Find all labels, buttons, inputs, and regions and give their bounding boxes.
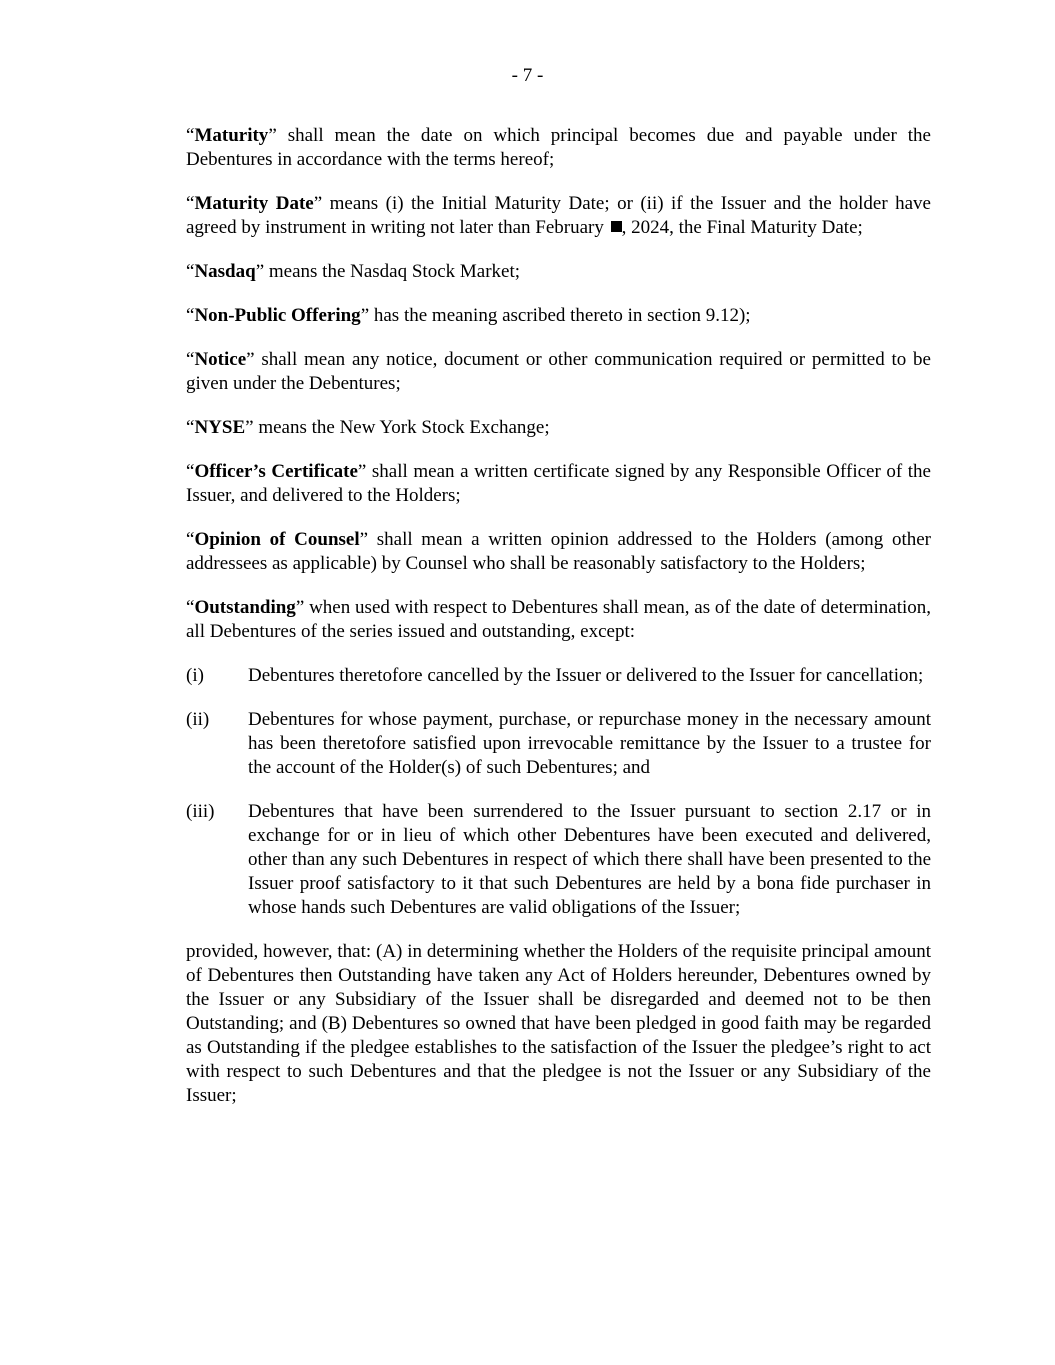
definition-text: , 2024, the Final Maturity Date; bbox=[621, 217, 863, 238]
defined-term: Opinion of Counsel bbox=[194, 529, 360, 550]
page-number: - 7 - bbox=[511, 65, 544, 86]
defined-term: Nasdaq bbox=[194, 261, 256, 282]
document-body bbox=[186, 124, 931, 1108]
open-quote: “ bbox=[186, 529, 195, 550]
list-item-ii bbox=[186, 708, 931, 780]
defined-term: Non-Public Offering bbox=[194, 305, 361, 326]
definition-text: means the Nasdaq Stock Market; bbox=[264, 261, 521, 282]
close-quote: ” bbox=[295, 597, 305, 618]
definition-text: when used with respect to Debentures shall mean, as of the date of determination, all Debentures of the series issued and outstanding, except: bbox=[186, 597, 931, 642]
close-quote: ” bbox=[245, 417, 254, 438]
list-item-text: Debentures that have been surrendered to the Issuer pursuant to section 2.17 or in exchange for or in lieu of which other Debentures have been executed and delivered, other than any such Debentures in respect of which there shall have been presented to the Issuer proof satisfactory to it that such Debentures are held by a bona fide purchaser in whose hands such Debentures are valid obligations of the Issuer; bbox=[248, 801, 931, 918]
defined-term: Officer’s Certificate bbox=[194, 461, 358, 482]
close-quote: ” bbox=[268, 125, 277, 146]
open-quote: “ bbox=[186, 125, 195, 146]
definition-officers-certificate bbox=[186, 460, 931, 508]
open-quote: “ bbox=[186, 305, 195, 326]
list-item-text: Debentures theretofore cancelled by the Issuer or delivered to the Issuer for cancellation; bbox=[248, 665, 924, 686]
defined-term: Notice bbox=[194, 349, 247, 370]
open-quote: “ bbox=[186, 417, 195, 438]
definition-outstanding bbox=[186, 596, 931, 644]
definition-notice bbox=[186, 348, 931, 396]
definition-text: shall mean a written opinion addressed to the Holders (among other addressees as applicable) by Counsel who shall be reasonably satisfactory to the Holders; bbox=[186, 529, 931, 574]
defined-term: Maturity Date bbox=[194, 193, 314, 214]
list-item-i bbox=[186, 664, 931, 688]
redaction-square-icon bbox=[611, 221, 622, 232]
open-quote: “ bbox=[186, 193, 195, 214]
list-item-number: (i) bbox=[186, 665, 204, 686]
close-quote: ” bbox=[359, 529, 369, 550]
proviso-paragraph: provided, however, that: (A) in determining whether the Holders of the requisite principal amount of Debentures then Outstanding have taken any Act of Holders hereunder, Debentures owned by the Issuer or any Subsidiary of the Issuer shall be disregarded and deemed not to be then Outstanding; and (B) Debentures so owned that have been pledged in good faith may be regarded as Outstanding if the pledgee establishes to the satisfaction of the Issuer the pledgee’s right to act with respect to such Debentures and that the pledgee is not the Issuer or any Subsidiary of the Issuer; bbox=[186, 941, 931, 1106]
list-item-number: (iii) bbox=[186, 801, 215, 822]
list-item-text: Debentures for whose payment, purchase, or repurchase money in the necessary amount has been theretofore satisfied upon irrevocable remittance by the Issuer to a trustee for the account of the Holder(s) of such Debentures; and bbox=[248, 709, 931, 778]
close-quote: ” bbox=[357, 461, 367, 482]
defined-term: Maturity bbox=[194, 125, 269, 146]
list-item-iii bbox=[186, 800, 931, 920]
open-quote: “ bbox=[186, 461, 195, 482]
open-quote: “ bbox=[186, 597, 195, 618]
open-quote: “ bbox=[186, 261, 195, 282]
list-item-number: (ii) bbox=[186, 709, 210, 730]
close-quote: ” bbox=[255, 261, 265, 282]
definition-text: means (i) the Initial Maturity Date; or (ii) if the Issuer and the holder have agreed by instrument in writing not later than February bbox=[186, 193, 931, 238]
defined-term: Outstanding bbox=[194, 597, 296, 618]
definition-maturity-date bbox=[186, 192, 931, 240]
definition-text: means the New York Stock Exchange; bbox=[253, 417, 550, 438]
definition-nyse bbox=[186, 416, 931, 440]
defined-term: NYSE bbox=[194, 417, 246, 438]
definition-opinion-of-counsel bbox=[186, 528, 931, 576]
close-quote: ” bbox=[246, 349, 255, 370]
close-quote: ” bbox=[360, 305, 370, 326]
definition-non-public-offering bbox=[186, 304, 931, 328]
open-quote: “ bbox=[186, 349, 195, 370]
definition-text: has the meaning ascribed thereto in section 9.12); bbox=[369, 305, 751, 326]
definition-nasdaq bbox=[186, 260, 931, 284]
definition-text: shall mean the date on which principal becomes due and payable under the Debentures in accordance with the terms hereof; bbox=[186, 125, 931, 170]
definition-text: shall mean a written certificate signed by any Responsible Officer of the Issuer, and delivered to the Holders; bbox=[186, 461, 931, 506]
close-quote: ” bbox=[313, 193, 323, 214]
definition-text: shall mean any notice, document or other communication required or permitted to be given under the Debentures; bbox=[186, 349, 931, 394]
definition-maturity bbox=[186, 124, 931, 172]
